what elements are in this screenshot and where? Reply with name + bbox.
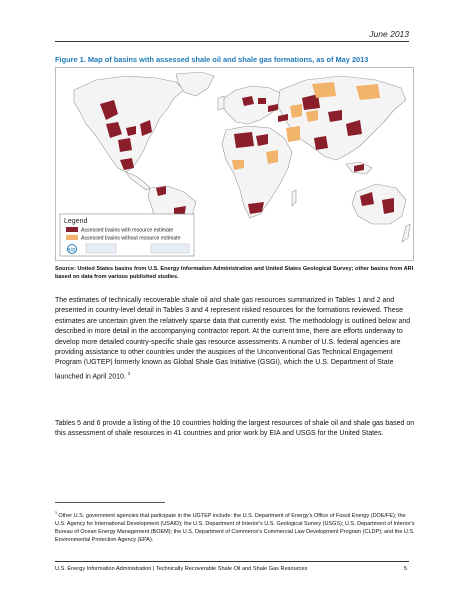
page-number: 5 <box>403 566 407 572</box>
eia-logo-text: eia <box>67 247 76 254</box>
basin-pakistan-india <box>314 136 328 150</box>
world-map <box>55 67 414 261</box>
uk-landmass <box>218 96 224 110</box>
basin-east-siberia <box>356 84 380 100</box>
basin-kazakhstan <box>306 110 318 122</box>
world-map-svg <box>56 68 413 260</box>
north-america-landmass <box>74 76 184 172</box>
footnote-rule <box>55 502 165 503</box>
basin-russia-west-siberia <box>312 82 336 98</box>
agency-logo-placeholder <box>86 244 116 253</box>
legend-label-unassessed: Assessed basins without resource estimate <box>81 235 181 242</box>
new-zealand-landmass <box>402 224 410 242</box>
footnote-marker: 3 <box>55 511 57 515</box>
ari-logo-placeholder <box>151 244 189 253</box>
figure-title: Figure 1. Map of basins with assessed shale oil and shale gas formations, as of May 2013 <box>55 55 369 64</box>
basin-north-africa-east <box>266 150 278 164</box>
footer-rule <box>55 561 409 562</box>
body-paragraph-2: Tables 5 and 6 provide a listing of the 10 countries holding the largest resources of shale oil and shale gas based on this assessment of shale resources in 41 countries and prior work by EIA and USGS for the United States. <box>55 420 415 438</box>
document-date: June 2013 <box>369 29 409 39</box>
basin-us-texas <box>118 138 132 152</box>
header-rule <box>55 41 409 42</box>
basin-algeria <box>234 132 254 148</box>
footer-text: U.S. Energy Information Administration | Technically Recoverable Shale Oil and Shale Gas Resources <box>55 566 308 572</box>
basin-caspian <box>290 104 302 118</box>
figure-source: Source: United States basins from U.S. Energy Information Administration and United States Geological Survey; other basins from ARI based on data from various published studies. <box>55 266 414 280</box>
basin-libya <box>256 134 268 146</box>
map-legend <box>60 214 194 256</box>
basin-australia-east <box>382 198 394 214</box>
greenland-landmass <box>176 72 214 96</box>
footnote-3 <box>55 509 415 545</box>
body-paragraph-1 <box>55 296 415 383</box>
basin-middle-east <box>286 126 300 142</box>
legend-label-assessed: Assessed basins with resource estimate <box>81 227 174 234</box>
central-america-landmass <box>126 172 150 190</box>
footnote-ref-3[interactable]: 3 <box>127 370 131 376</box>
legend-title: Legend <box>64 218 88 225</box>
basin-china-tarim <box>328 110 342 122</box>
legend-swatch-assessed <box>66 227 78 232</box>
madagascar-landmass <box>292 190 296 206</box>
legend-swatch-unassessed <box>66 235 78 240</box>
footnote-text: Other U.S. government agencies that participate in the UGTEP include: the U.S. Department of Energy's Office of Fossil Energy (DOE/FE); the U.S. Agency for International Development (USAID); the U.S. Department of Interior's U.S. Geological Survey (USGS); U.S. Department of Interior's Bureau of Ocean Energy Management (BOEM); the U.S. Department of Commerce's Commercial Law Development Program (CLDP); and the U.S. Environmental Protection Agency (EPA). <box>55 512 415 544</box>
australia-landmass <box>352 184 406 224</box>
body-paragraph-1-text: The estimates of technically recoverable shale oil and shale gas resources summarized in Tables 1 and 2 and presented in country-level detail in Tables 3 and 4 represent risked resources for the formations reviewed. These estimates are uncertain given the relatively sparse data that currently exist. The methodology is outlined below and described in more detail in the accompanying contractor report. At the current time, there are efforts underway to develop more detailed country-specific shale gas resource assessments. A number of U.S. federal agencies are providing assistance to other countries under the auspices of the Unconventional Gas Technical Engagement Program (UGTEP) formerly known as Global Shale Gas Initiative (GSGI), which the U.S. Department of State launched in April 2010. <box>55 297 411 381</box>
basin-poland <box>258 98 266 104</box>
